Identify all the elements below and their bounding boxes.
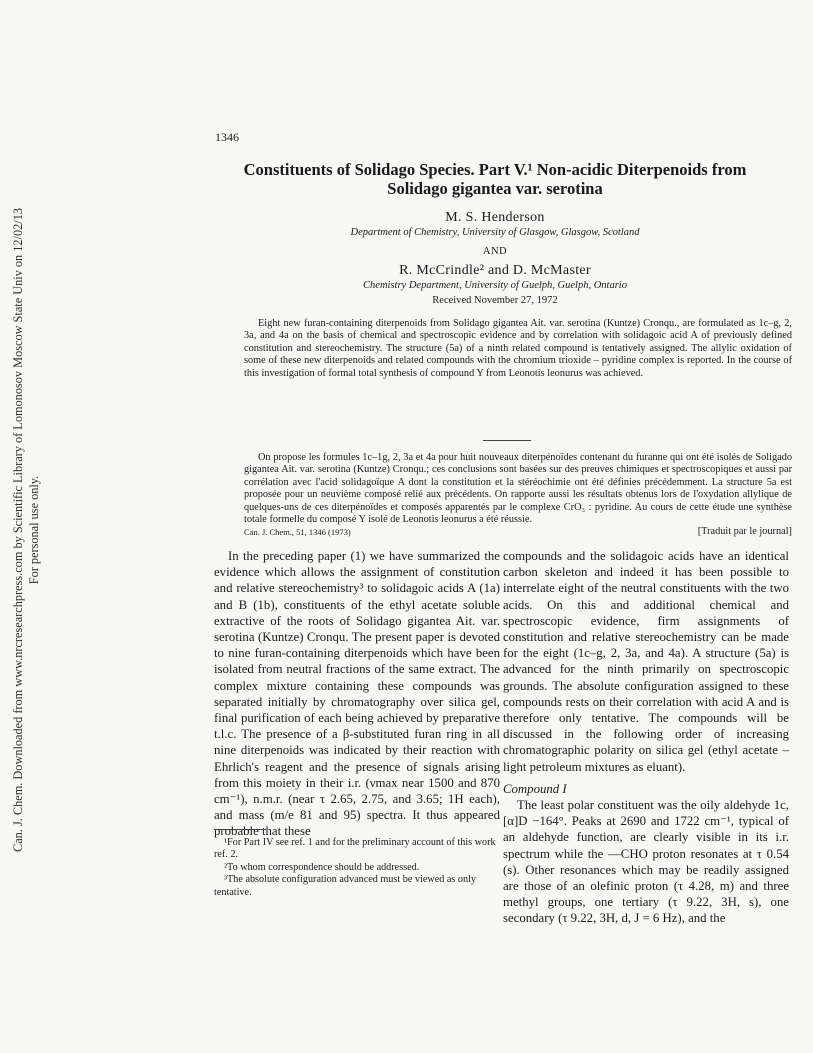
footnote: ¹For Part IV see ref. 1 and for the preliminary account of this work ref. 2. xyxy=(214,837,496,861)
abstract-french xyxy=(244,452,792,539)
first-affiliation: Department of Chemistry, University of Glasgow, Glasgow, Scotland xyxy=(350,227,640,238)
translation-credit: [Traduit par le journal] xyxy=(697,526,792,538)
resume-text: On propose les formules 1c–1g, 2, 3a et 4a pour huit nouveaux diterpénoïdes contenant du furanne qui ont été isolés de Soligado gigantea Ait. var. serotina (Kuntze) Cronqu.; ces conclusions sont basées sur des preuves chimiques et spectroscopiques et aussi par corrélation avec l'acid solidagoïque A dont la constitution et la stéréochimie ont été définies précédemment. La structure 5a est proposée pour un neuvième composé relié aux précédents. On rapporte aussi les résultats obtenus lors de l'oxydation allylique de quelques-uns de ces diterpénoïdes et composés apparentés par le complexe CrO₃ : pyridine. Au cours de cette étude une synthèse totale formelle du composé Y isolé de Leonotis leonurus a été réussie. xyxy=(244,452,792,526)
author-conjunction: AND xyxy=(482,246,508,257)
body-column-right xyxy=(503,548,789,927)
title-line-1: Constituents of Solidago Species. Part V.¹ Non-acidic Diterpenoids from xyxy=(243,160,747,179)
body-column-left xyxy=(214,548,500,840)
received-date: Received November 27, 1972 xyxy=(432,295,558,306)
watermark-text xyxy=(10,208,42,852)
second-authors: R. McCrindle² and D. McMaster xyxy=(399,263,591,278)
intro-continuation: compounds and the solidagoic acids have an identical carbon skeleton and indeed it has been possible to interrelate eight of the neutral constituents with the two acids. On this and additional chemical and spectroscopic evidence, firm assignments of constitution and relative stereochemistry can be made for the eight (1c–g, 2, 3a, and 4a). A structure (5a) is advanced for the ninth primarily on spectroscopic grounds. The absolute configuration assigned to these compounds rests on their correlation with acid A and is therefore only tentative. The compounds will be discussed in the following order of increasing chromatographic polarity on silica gel (ethyl acetate – light petroleum mixtures as eluant). xyxy=(503,549,789,774)
footnote-rule xyxy=(214,829,266,830)
footnote: ²To whom correspondence should be addressed. xyxy=(224,861,420,873)
watermark-line-1: Can. J. Chem. Downloaded from www.nrcresearchpress.com by Scientific Library of Lomonosov Moscow State Univ on 12/02/13 xyxy=(11,208,25,852)
article-title xyxy=(200,160,790,198)
download-watermark xyxy=(4,150,48,910)
journal-citation: Can. J. Chem., 51, 1346 (1973) xyxy=(244,527,351,537)
footnote: ³The absolute configuration advanced must be viewed as only tentative. xyxy=(214,874,477,898)
author-block xyxy=(200,210,790,308)
watermark-line-2: For personal use only. xyxy=(27,475,41,585)
footnotes xyxy=(214,837,500,899)
section-paragraph: The least polar constituent was the oily aldehyde 1c, [α]D −164°. Peaks at 2690 and 1722 cm⁻¹, typical of an aldehyde function, are clearly visible in its i.r. spectrum while the —CHO proton resonates at τ 0.54 (s). Other resonances which may be readily assigned are those of an olefinic proton (τ 4.28, m) and three methyl groups, one tertiary (τ 9.22, 3H, s), one secondary (τ 9.22, 3H, d, J = 6 Hz), and the xyxy=(503,798,789,926)
page-number: 1346 xyxy=(215,130,239,144)
section-heading: Compound I xyxy=(503,781,567,796)
first-author: M. S. Henderson xyxy=(445,210,545,225)
title-line-2: Solidago gigantea var. serotina xyxy=(387,179,603,198)
intro-paragraph: In the preceding paper (1) we have summarized the evidence which allows the assignment of constitution and relative stereochemistry³ to solidagoic acids A (1a) and B (1b), constituents of the ethyl acetate soluble extractive of the roots of Solidago gigantea Ait. var. serotina (Kuntze) Cronqu. The present paper is devoted to nine furan-containing diterpenoids which have been isolated from neutral fractions of the same extract. The complex mixture containing these compounds was separated initially by chromatography over silica gel, final purification of each being achieved by preparative t.l.c. The presence of a β-substituted furan ring in all nine diterpenoids was indicated by their reaction with Ehrlich's reagent and the presence of signals arising from this moiety in their i.r. (νmax near 1500 and 870 cm⁻¹), n.m.r. (near τ 2.65, 2.75, and 3.65; 1H each), and mass (m/e 81 and 95) spectra. It thus appeared probable that these xyxy=(214,549,500,839)
abstract-english: Eight new furan-containing diterpenoids from Solidago gigantea Ait. var. serotina (Kuntze) Cronqu., are formulated as 1c–g, 2, 3a, and 4a on the basis of chemical and spectroscopic evidence and by correlation with solidagoic acid A of previously defined constitution and stereochemistry. The structure (5a) of a ninth related compound is tentatively assigned. The allylic oxidation of some of these new diterpenoids and related compounds with the chromium trioxide – pyridine complex is reported. In the course of this investigation of formal total synthesis of compound Y from Leonotis leonurus was achieved. xyxy=(244,318,792,379)
abstract-divider xyxy=(483,440,531,441)
second-affiliation: Chemistry Department, University of Guelph, Guelph, Ontario xyxy=(363,280,627,291)
